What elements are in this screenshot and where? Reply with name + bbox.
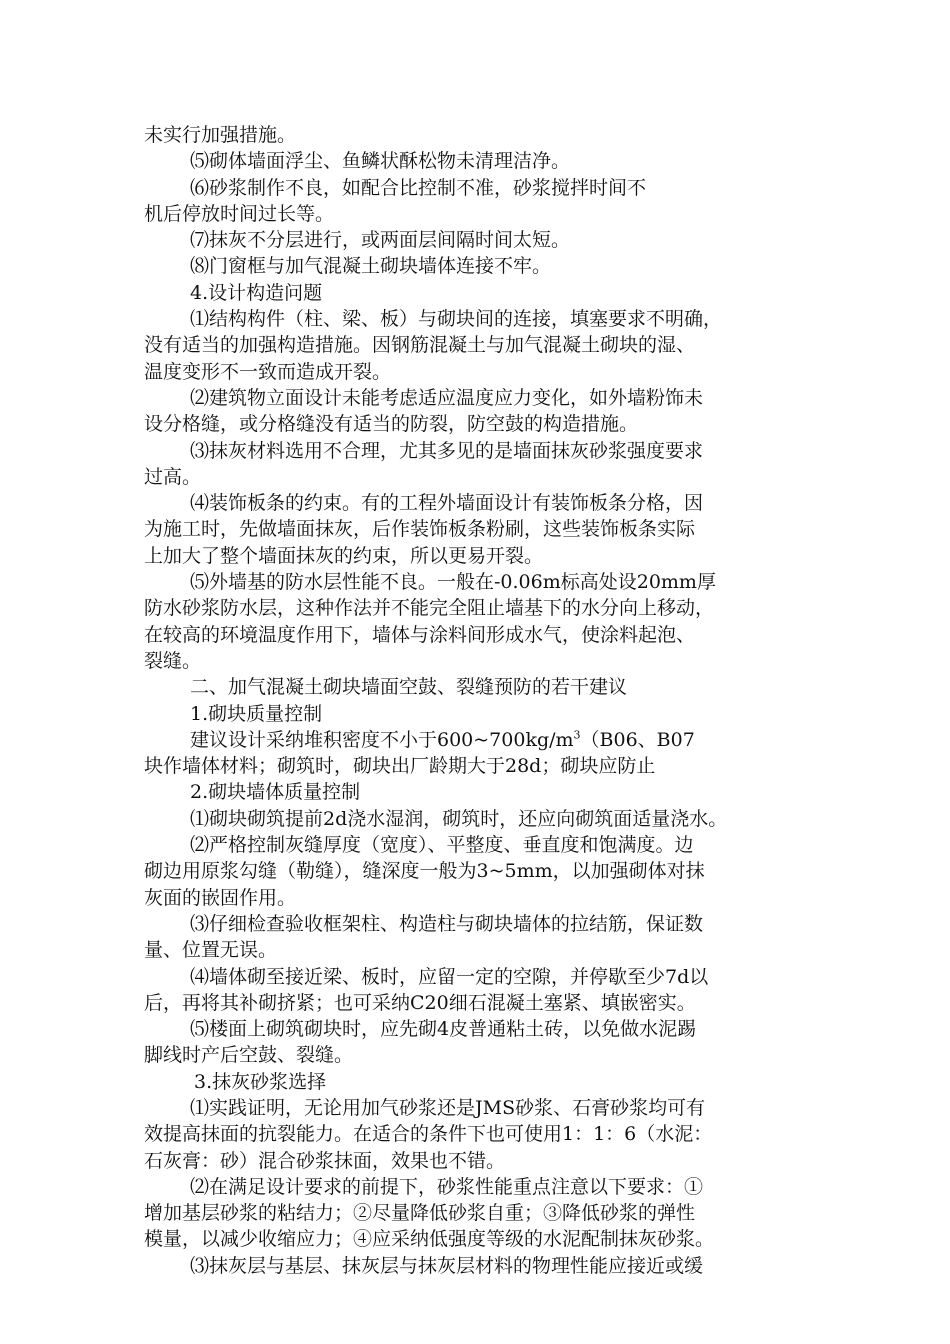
text-line: 1.砌块质量控制 — [190, 702, 323, 725]
text-line: 过高。 — [144, 465, 202, 488]
text-line: ⑵严格控制灰缝厚度（宽度）、平整度、垂直度和饱满度。边 — [190, 834, 694, 857]
text-line: 未实行加强措施。 — [144, 124, 297, 146]
text-line: 石灰膏：砂）混合砂浆抹面，效果也不错。 — [144, 1149, 506, 1172]
text-line: ⑴结构构件（柱、梁、板）与砌块间的连接，填塞要求不明确， — [190, 308, 723, 331]
text-segment: 建议设计采纳堆积密度不小于600~700kg/m — [190, 728, 574, 751]
text-line: 3.抹灰砂浆选择 — [194, 1070, 327, 1093]
text-line: 增加基层砂浆的粘结力；②尽量降低砂浆自重；③降低砂浆的弹性 — [144, 1202, 696, 1225]
text-line: 防水砂浆防水层，这种作法并不能完全阻止墙基下的水分向上移动， — [144, 597, 715, 620]
text-line: 灰面的嵌固作用。 — [144, 886, 297, 909]
body-text — [144, 122, 820, 1279]
text-line: ⑶抹灰材料选用不合理，尤其多见的是墙面抹灰砂浆强度要求 — [190, 439, 704, 462]
text-line: 在较高的环境温度作用下，墙体与涂料间形成水气，使涂料起泡、 — [144, 623, 696, 646]
text-line: ⑶抹灰层与基层、抹灰层与抹灰层材料的物理性能应接近或缓 — [190, 1254, 704, 1277]
text-line: ⑸外墙基的防水层性能不良。一般在-0.06m标高处设20mm厚 — [190, 571, 716, 594]
superscript: 3 — [573, 728, 581, 742]
text-line: 机后停放时间过长等。 — [144, 202, 335, 225]
text-line: 模量，以减少收缩应力；④应采纳低强度等级的水泥配制抹灰砂浆。 — [144, 1228, 715, 1251]
text-line: ⑸砌体墙面浮尘、鱼鳞状酥松物未清理洁净。 — [190, 150, 571, 173]
text-line: 4.设计构造问题 — [190, 281, 323, 304]
text-line: 没有适当的加强构造措施。因钢筋混凝土与加气混凝土砌块的湿、 — [144, 334, 696, 357]
text-line: ⑸楼面上砌筑砌块时，应先砌4皮普通粘土砖，以免做水泥踢 — [190, 1018, 697, 1041]
text-line: 脚线时产后空鼓、裂缝。 — [144, 1044, 354, 1067]
text-line: 砌边用原浆勾缝（勒缝），缝深度一般为3~5mm，以加强砌体对抹 — [144, 860, 705, 883]
text-line: 效提高抹面的抗裂能力。在适合的条件下也可使用1：1：6（水泥： — [144, 1123, 713, 1146]
text-line: 2.砌块墙体质量控制 — [190, 781, 361, 804]
text-line: 上加大了整个墙面抹灰的约束，所以更易开裂。 — [144, 544, 544, 567]
text-line: ⑶仔细检查验收框架柱、构造柱与砌块墙体的拉结筋，保证数 — [190, 912, 704, 935]
text-line: 块作墙体材料；砌筑时，砌块出厂龄期大于28d；砌块应防止 — [144, 755, 656, 778]
text-line: ⑹砂浆制作不良，如配合比控制不准，砂浆搅拌时间不 — [190, 176, 647, 199]
text-line: 二、加气混凝土砌块墙面空鼓、裂缝预防的若干建议 — [190, 676, 628, 699]
text-line: 为施工时，先做墙面抹灰，后作装饰板条粉刷，这些装饰板条实际 — [144, 518, 696, 541]
text-line: 温度变形不一致而造成开裂。 — [144, 360, 392, 383]
text-line: 设分格缝，或分格缝没有适当的防裂，防空鼓的构造措施。 — [144, 413, 639, 436]
text-line: ⑺抹灰不分层进行，或两面层间隔时间太短。 — [190, 229, 571, 252]
text-line: ⑵建筑物立面设计未能考虑适应温度应力变化，如外墙粉饰未 — [190, 386, 704, 409]
text-line: ⑴实践证明，无论用加气砂浆还是JMS砂浆、石膏砂浆均可有 — [190, 1096, 706, 1119]
text-line — [144, 727, 820, 753]
text-line: 后，再将其补砌挤紧；也可采纳C20细石混凝土塞紧、填嵌密实。 — [144, 991, 696, 1014]
text-line: 裂缝。 — [144, 649, 202, 672]
text-line: ⑻门窗框与加气混凝土砌块墙体连接不牢。 — [190, 255, 552, 278]
text-line: ⑷装饰板条的约束。有的工程外墙面设计有装饰板条分格，因 — [190, 492, 704, 515]
text-segment: （B06、B07 — [580, 728, 695, 751]
text-line: 量、位置无误。 — [144, 939, 278, 962]
text-line: ⑵在满足设计要求的前提下，砂浆性能重点注意以下要求：① — [190, 1175, 704, 1198]
text-line: ⑷墙体砌至接近梁、板时，应留一定的空隙，并停歇至少7d以 — [190, 965, 709, 988]
text-line: ⑴砌块砌筑提前2d浇水湿润，砌筑时，还应向砌筑面适量浇水。 — [190, 807, 728, 830]
